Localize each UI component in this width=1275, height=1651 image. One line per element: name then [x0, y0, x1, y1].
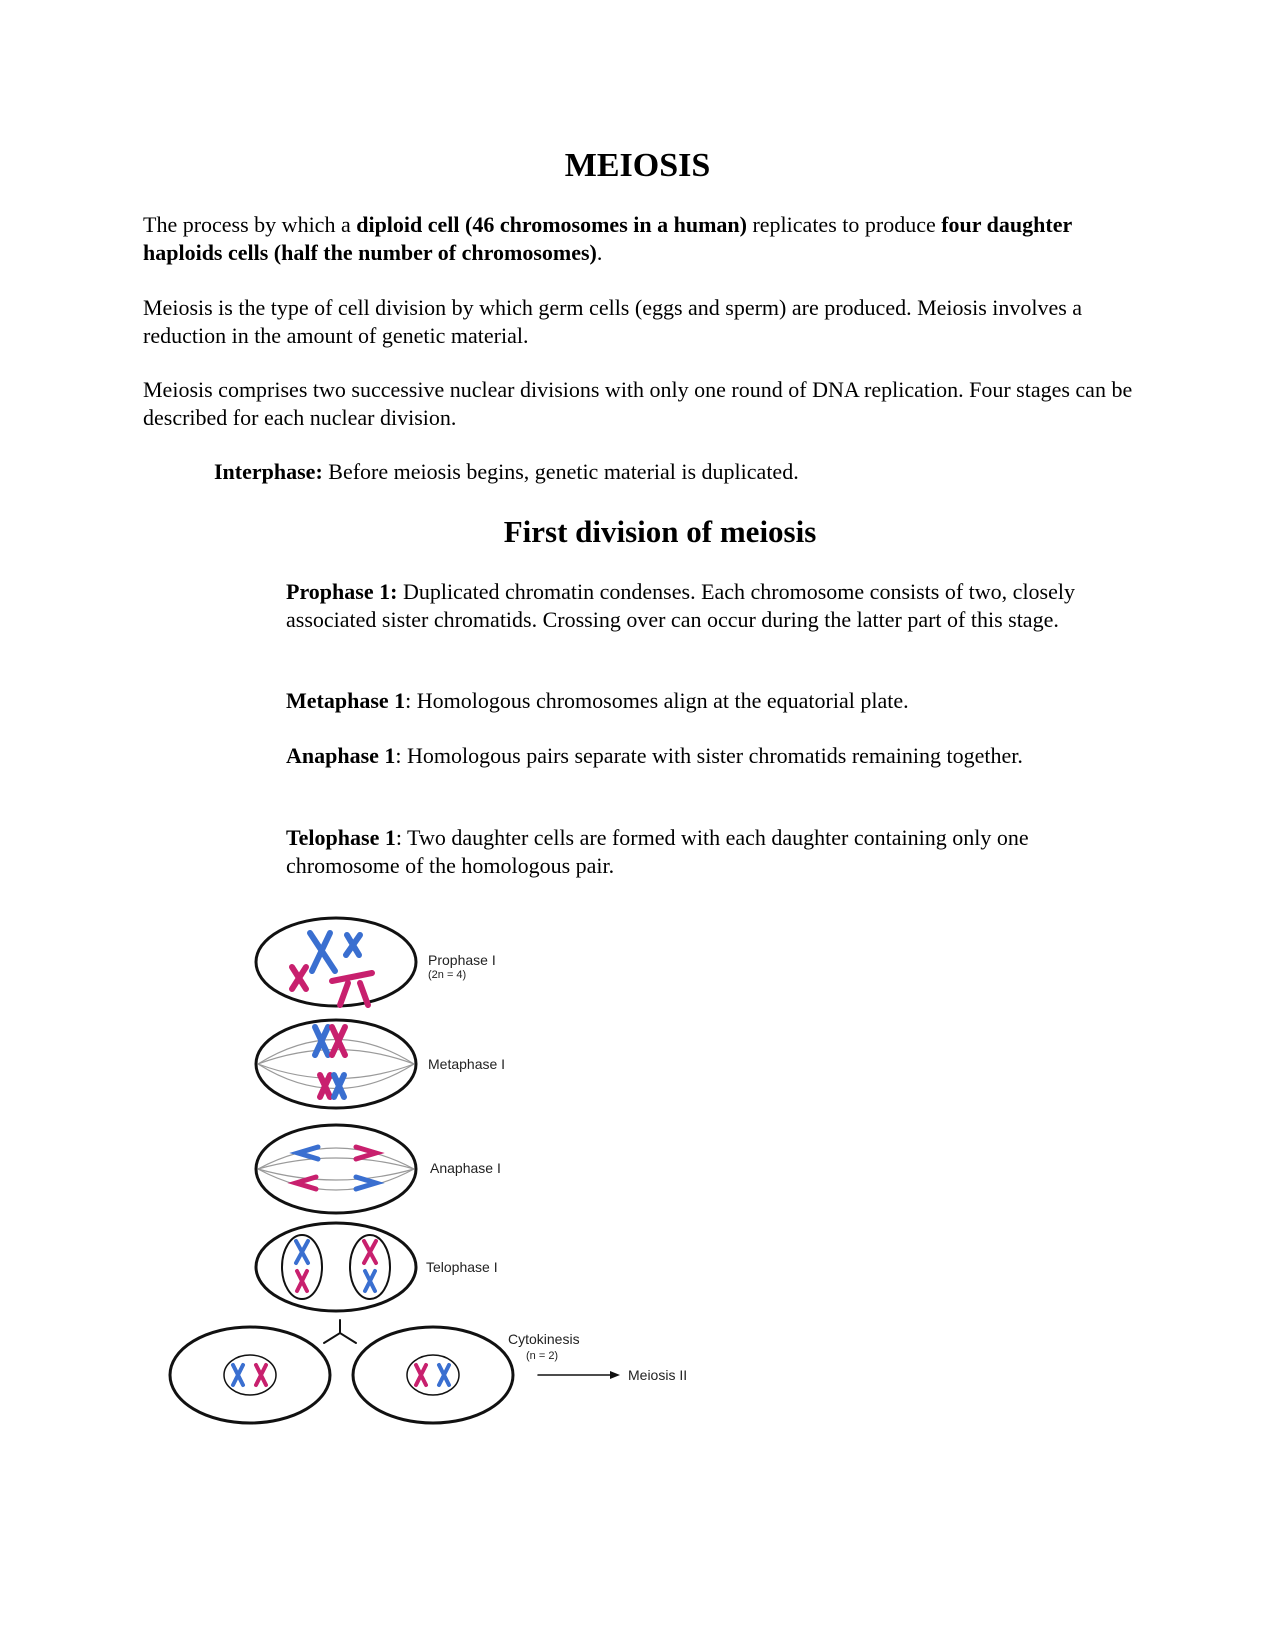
- cytokinesis-ploidy-label: (n = 2): [526, 1350, 559, 1362]
- prophase-ploidy-label: (2n = 4): [428, 969, 467, 981]
- telophase-left-nucleus: [282, 1235, 322, 1299]
- daughter-cell-left: [170, 1327, 330, 1423]
- anaphase-term: Anaphase 1: [286, 743, 396, 768]
- cytokinesis-label: Cytokinesis: [508, 1331, 580, 1347]
- daughter-left-chromosomes: [233, 1365, 266, 1385]
- prophase-paragraph: [286, 578, 1076, 634]
- prophase-text: Duplicated chromatin condenses. Each chromosome consists of two, closely associated sister chromatids. Crossing over can occur during the latter part of this stage.: [286, 579, 1075, 632]
- meiosis-ii-label: Meiosis II: [628, 1367, 688, 1383]
- germ-cells-paragraph: Meiosis is the type of cell division by which germ cells (eggs and sperm) are produced. Meiosis involves a reduction in the amount of genetic material.: [143, 295, 1083, 348]
- metaphase-paragraph: [286, 687, 1076, 715]
- daughter-left-nucleus: [224, 1355, 276, 1395]
- intro-text-2: replicates to produce: [746, 212, 942, 237]
- telophase-chromosomes: [296, 1241, 376, 1291]
- intro-text-1: The process by which a: [143, 212, 357, 237]
- section-heading: First division of meiosis: [503, 514, 817, 549]
- intro-bold-2: four daughter haploids cells (half the number of chromosomes): [143, 212, 1072, 265]
- telophase-paragraph: [286, 824, 1076, 880]
- interphase-term: Interphase:: [214, 459, 323, 484]
- anaphase-chromosomes: [296, 1147, 376, 1189]
- metaphase-text: : Homologous chromosomes align at the equatorial plate.: [405, 688, 909, 713]
- prophase-chromosomes: [292, 933, 372, 1005]
- telophase-text: : Two daughter cells are formed with each daughter containing only one chromosome of the homologous pair.: [286, 825, 1029, 878]
- anaphase-label: Anaphase I: [430, 1160, 501, 1176]
- telophase-label: Telophase I: [426, 1259, 498, 1275]
- prophase-label: Prophase I: [428, 952, 496, 968]
- interphase-text: Before meiosis begins, genetic material is duplicated.: [322, 459, 799, 484]
- daughter-cell-right: [353, 1327, 513, 1423]
- prophase-cell: [256, 918, 416, 1006]
- meiosis-diagram: [160, 915, 730, 1430]
- interphase-paragraph: [214, 458, 1114, 486]
- telophase-right-nucleus: [350, 1235, 390, 1299]
- anaphase-paragraph: [286, 742, 1026, 770]
- intro-text-3: .: [596, 240, 603, 265]
- anaphase-cell: [256, 1125, 416, 1213]
- metaphase-chromosomes: [315, 1027, 345, 1097]
- page-title: MEIOSIS: [564, 147, 711, 184]
- intro-paragraph: [143, 211, 1133, 267]
- daughter-right-chromosomes: [416, 1365, 449, 1385]
- anaphase-text: : Homologous pairs separate with sister chromatids remaining together.: [395, 743, 1023, 768]
- anaphase-spindle: [258, 1148, 414, 1190]
- daughter-right-nucleus: [407, 1355, 459, 1395]
- metaphase-label: Metaphase I: [428, 1056, 506, 1072]
- telophase-term: Telophase 1: [286, 825, 396, 850]
- telophase-cell: [256, 1223, 416, 1311]
- divisions-paragraph: Meiosis comprises two successive nuclear divisions with only one round of DNA replication. Four stages can be described for each nuclear division.: [143, 377, 1133, 430]
- prophase-term: Prophase 1:: [286, 579, 398, 604]
- intro-bold-1: diploid cell (46 chromosomes in a human): [356, 212, 747, 237]
- arrow-icon: [538, 1371, 620, 1379]
- division-connector: [324, 1320, 356, 1343]
- metaphase-term: Metaphase 1: [286, 688, 406, 713]
